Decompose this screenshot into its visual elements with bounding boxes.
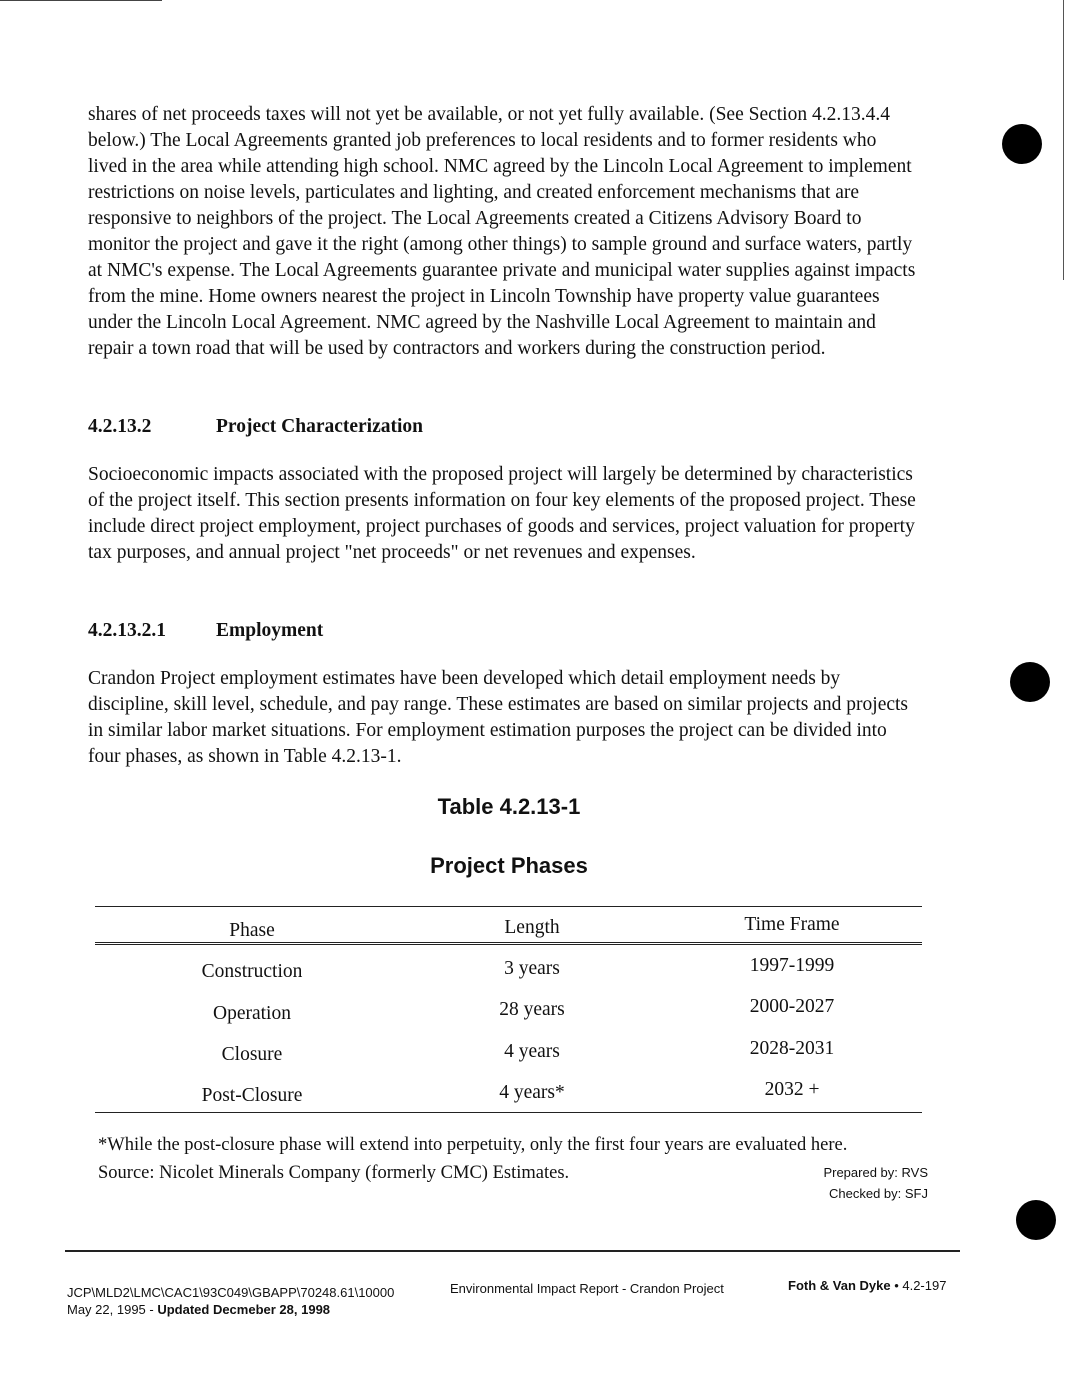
- footer-report-title: Environmental Impact Report - Crandon Project: [450, 1281, 724, 1296]
- revision-bullet-icon: [1002, 124, 1042, 164]
- footer-date-original: May 22, 1995 -: [67, 1302, 158, 1317]
- footer-file-path: JCP\MLD2\LMC\CAC1\93C049\GBAPP\70248.61\10000: [67, 1285, 395, 1300]
- top-edge-line: [0, 0, 162, 1]
- table-cell: Construction: [201, 961, 303, 982]
- table-cell: 4 years*: [499, 1082, 565, 1103]
- footer-page-ref: [788, 1278, 946, 1293]
- footer-date: [67, 1302, 330, 1317]
- table-source: Source: Nicolet Minerals Company (formerly CMC) Estimates.: [98, 1163, 570, 1183]
- table-cell: 2028-2031: [749, 1038, 835, 1059]
- body-paragraph: Socioeconomic impacts associated with the proposed project will largely be determined by characteristics of the project itself. This section presents information on four key elements of the proposed project. These include direct project employment, project purchases of goods and services, project valuation for property tax purposes, and annual project "net proceeds" or net revenues and expenses.: [88, 464, 916, 563]
- table-header-rule: [95, 942, 922, 945]
- revision-bullet-icon: [1010, 662, 1050, 702]
- table-cell: 2000-2027: [749, 996, 835, 1017]
- table-cell: 1997-1999: [749, 955, 835, 976]
- body-paragraph: Crandon Project employment estimates have been developed which detail employment needs by discipline, skill level, schedule, and pay range. These estimates are based on similar projects and projects in similar labor market situations. For employment estimation purposes the project can be divided into four phases, as shown in Table 4.2.13-1.: [88, 668, 909, 767]
- section-number: 4.2.13.2.1: [88, 620, 166, 641]
- section-title: Employment: [216, 620, 324, 641]
- body-paragraph: shares of net proceeds taxes will not yet be available, or not yet fully available. (See Section 4.2.13.4.4 below.) The Local Agreements granted job preferences to local residents and to former residents who lived in the area while attending high school. NMC agreed by the Lincoln Local Agreement to implement restrictions on noise levels, particulates and lighting, and created enforcement mechanisms that are responsive to neighbors of the project. The Local Agreements created a Citizens Advisory Board to monitor the project and gave it the right (among other things) to sample ground and surface waters, partly at NMC's expense. The Local Agreements guarantee private and municipal water supplies against impacts from the mine. Home owners nearest the project in Lincoln Township have property value guarantees under the Lincoln Local Agreement. NMC agreed by the Nashville Local Agreement to maintain and repair a town road that will be used by contractors and workers during the construction period.: [88, 104, 916, 359]
- checked-by: Checked by: SFJ: [829, 1186, 928, 1201]
- table-label: Table 4.2.13-1: [437, 794, 581, 819]
- column-header: Length: [504, 917, 560, 938]
- revision-bullet-icon: [1016, 1200, 1056, 1240]
- table-cell: Post-Closure: [201, 1085, 303, 1106]
- footer-firm: Foth & Van Dyke: [788, 1278, 891, 1293]
- table-cell: Operation: [213, 1003, 291, 1024]
- footer-page-number: • 4.2-197: [890, 1278, 947, 1293]
- column-header: Phase: [229, 920, 275, 941]
- table-title: Project Phases: [430, 853, 588, 878]
- right-edge-line: [1063, 0, 1064, 280]
- subsection-heading: [88, 620, 323, 642]
- section-heading: [88, 416, 423, 438]
- table-cell: Closure: [221, 1044, 283, 1065]
- table-footnote: *While the post-closure phase will extend into perpetuity, only the first four years are evaluated here.: [98, 1135, 848, 1155]
- footer-rule: [65, 1250, 960, 1252]
- footer-date-updated: Updated Decmeber 28, 1998: [157, 1302, 331, 1317]
- table-cell: 3 years: [504, 958, 560, 979]
- section-title: Project Characterization: [216, 416, 424, 437]
- section-number: 4.2.13.2: [88, 416, 152, 437]
- prepared-by: Prepared by: RVS: [823, 1165, 928, 1180]
- table-cell: 4 years: [504, 1041, 560, 1062]
- table-top-rule: [95, 906, 922, 907]
- table-bottom-rule: [95, 1112, 922, 1113]
- table-cell: 2032 +: [764, 1079, 820, 1100]
- table-cell: 28 years: [499, 999, 565, 1020]
- column-header: Time Frame: [744, 914, 840, 935]
